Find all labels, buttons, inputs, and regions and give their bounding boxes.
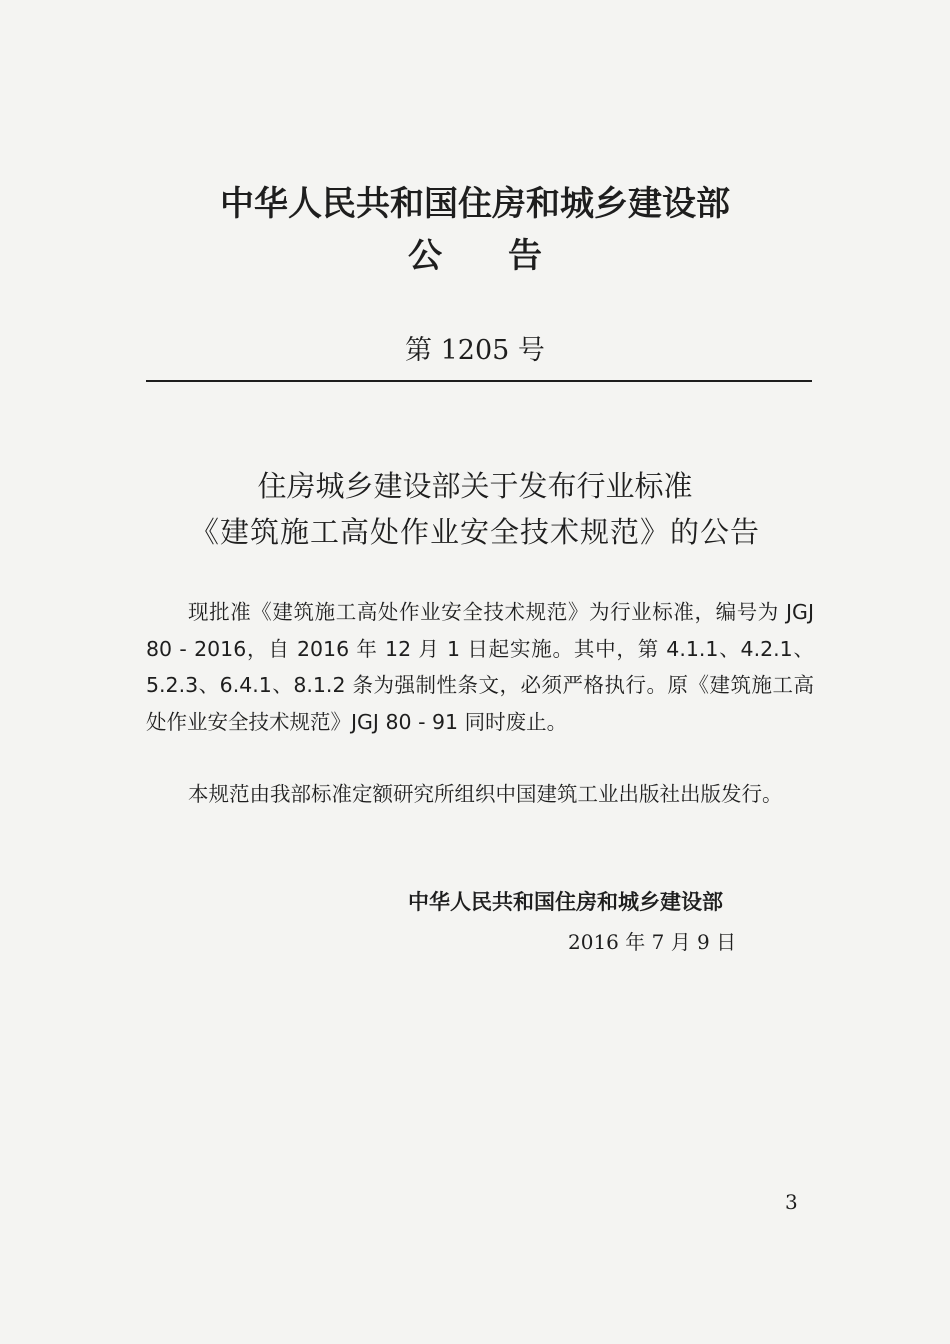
page-number: 3 — [785, 1190, 798, 1214]
document-title-line2: 《建筑施工高处作业安全技术规范》的公告 — [189, 515, 760, 549]
signature-organization: 中华人民共和国住房和城乡建设部 — [408, 890, 723, 914]
ministry-title: 中华人民共和国住房和城乡建设部 — [220, 184, 730, 224]
header-divider — [146, 380, 812, 382]
body-paragraph-approval: 现批准《建筑施工高处作业安全技术规范》为行业标准，编号为 JGJ 80 - 2016，自 2016 年 12 月 1 日起实施。其中，第 4.1.1、4.2.1、5.2.3、6.4.1、8.1.2 条为强制性条文，必须严格执行。原《建筑施工高处作业安全技术规范》JGJ 80 - 91 同时废止。 — [146, 600, 814, 734]
document-title-line1: 住房城乡建设部关于发布行业标准 — [257, 469, 693, 503]
notice-title: 公告 — [408, 236, 608, 276]
signature-date: 2016 年 7 月 9 日 — [568, 930, 737, 954]
body-paragraph-publishing: 本规范由我部标准定额研究所组织中国建筑工业出版社出版发行。 — [188, 782, 783, 806]
notice-number: 第 1205 号 — [405, 335, 545, 366]
